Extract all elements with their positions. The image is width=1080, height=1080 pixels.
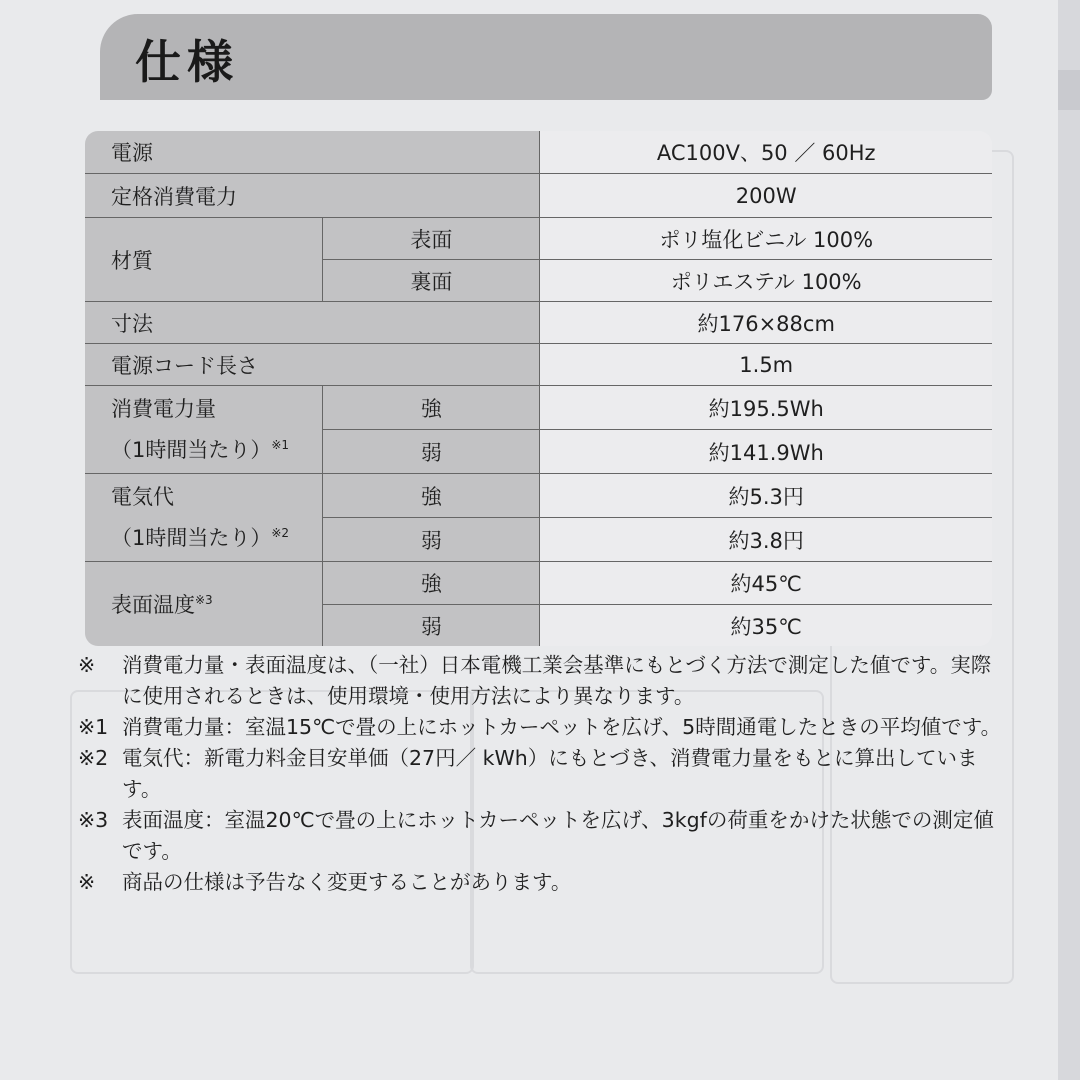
footnote-mark: ※2 bbox=[78, 746, 109, 770]
row-value: AC100V、50 ／ 60Hz bbox=[540, 130, 994, 174]
footnote-text: 商品の仕様は予告なく変更することがあります。 bbox=[122, 870, 572, 894]
row-value: 約5.3円 bbox=[540, 474, 994, 518]
label-line: （1時間当たり）$^{※1}$ bbox=[111, 438, 290, 462]
table-row bbox=[84, 474, 994, 518]
table-row bbox=[84, 386, 994, 430]
row-value: 1.5m bbox=[540, 344, 994, 386]
page-edge-tab bbox=[1058, 70, 1080, 110]
row-label: 電源コード長さ bbox=[84, 344, 540, 386]
footnote-text: 表面温度：室温20℃で畳の上にホットカーペットを広げ、3kgfの荷重をかけた状態での測定値です。 bbox=[122, 808, 994, 863]
page-title: 仕様 bbox=[135, 35, 239, 89]
footnote-mark: ※3 bbox=[195, 593, 213, 607]
label-line: （1時間当たり）$^{※2}$ bbox=[111, 526, 290, 550]
footnote-mark: ※1 bbox=[271, 438, 290, 452]
table-row bbox=[84, 130, 994, 174]
spec-table bbox=[82, 128, 995, 649]
footnote-mark: ※ bbox=[78, 653, 96, 677]
footnote bbox=[78, 805, 1008, 867]
row-value: ポリ塩化ビニル 100% bbox=[540, 218, 994, 260]
row-value: 約141.9Wh bbox=[540, 430, 994, 474]
row-value: 200W bbox=[540, 174, 994, 218]
footnotes bbox=[78, 650, 1008, 898]
table-row bbox=[84, 218, 994, 260]
row-value: 約176×88cm bbox=[540, 302, 994, 344]
label-line: 消費電力量 bbox=[111, 397, 216, 421]
row-value: 約3.8円 bbox=[540, 518, 994, 562]
row-value: ポリエステル 100% bbox=[540, 260, 994, 302]
row-value: 約195.5Wh bbox=[540, 386, 994, 430]
footnote bbox=[78, 712, 1008, 743]
footnote-mark: ※2 bbox=[271, 526, 290, 540]
row-label: 寸法 bbox=[84, 302, 540, 344]
row-value: 約35℃ bbox=[540, 605, 994, 648]
row-label: 材質 bbox=[84, 218, 323, 302]
sub-label: 裏面 bbox=[323, 260, 540, 302]
sub-label: 弱 bbox=[323, 518, 540, 562]
footnote-mark: ※3 bbox=[78, 808, 109, 832]
row-label bbox=[84, 474, 323, 562]
page-edge bbox=[1058, 0, 1080, 1080]
footnote-mark: ※ bbox=[78, 870, 96, 894]
sub-label: 強 bbox=[323, 474, 540, 518]
row-label: 電源 bbox=[84, 130, 540, 174]
footnote-text: 電気代：新電力料金目安単価（27円／ kWh）にもとづき、消費電力量をもとに算出しています。 bbox=[122, 746, 978, 801]
footnote-mark: ※1 bbox=[78, 715, 109, 739]
sub-label: 弱 bbox=[323, 430, 540, 474]
row-label: 定格消費電力 bbox=[84, 174, 540, 218]
row-value: 約45℃ bbox=[540, 562, 994, 605]
footnote-text: 消費電力量：室温15℃で畳の上にホットカーペットを広げ、5時間通電したときの平均値です。 bbox=[122, 715, 1002, 739]
table-row bbox=[84, 174, 994, 218]
row-label bbox=[84, 386, 323, 474]
footnote bbox=[78, 650, 1008, 712]
sub-label: 強 bbox=[323, 386, 540, 430]
label-line: 電気代 bbox=[111, 485, 174, 509]
row-label: 表面温度$^{※3}$ bbox=[84, 562, 323, 648]
table-row bbox=[84, 562, 994, 605]
table-row bbox=[84, 302, 994, 344]
sub-label: 弱 bbox=[323, 605, 540, 648]
footnote bbox=[78, 743, 1008, 805]
sub-label: 表面 bbox=[323, 218, 540, 260]
table-row bbox=[84, 344, 994, 386]
footnote bbox=[78, 867, 1008, 898]
sub-label: 強 bbox=[323, 562, 540, 605]
footnote-text: 消費電力量・表面温度は、（一社）日本電機工業会基準にもとづく方法で測定した値です。実際に使用されるときは、使用環境・使用方法により異なります。 bbox=[122, 653, 992, 708]
